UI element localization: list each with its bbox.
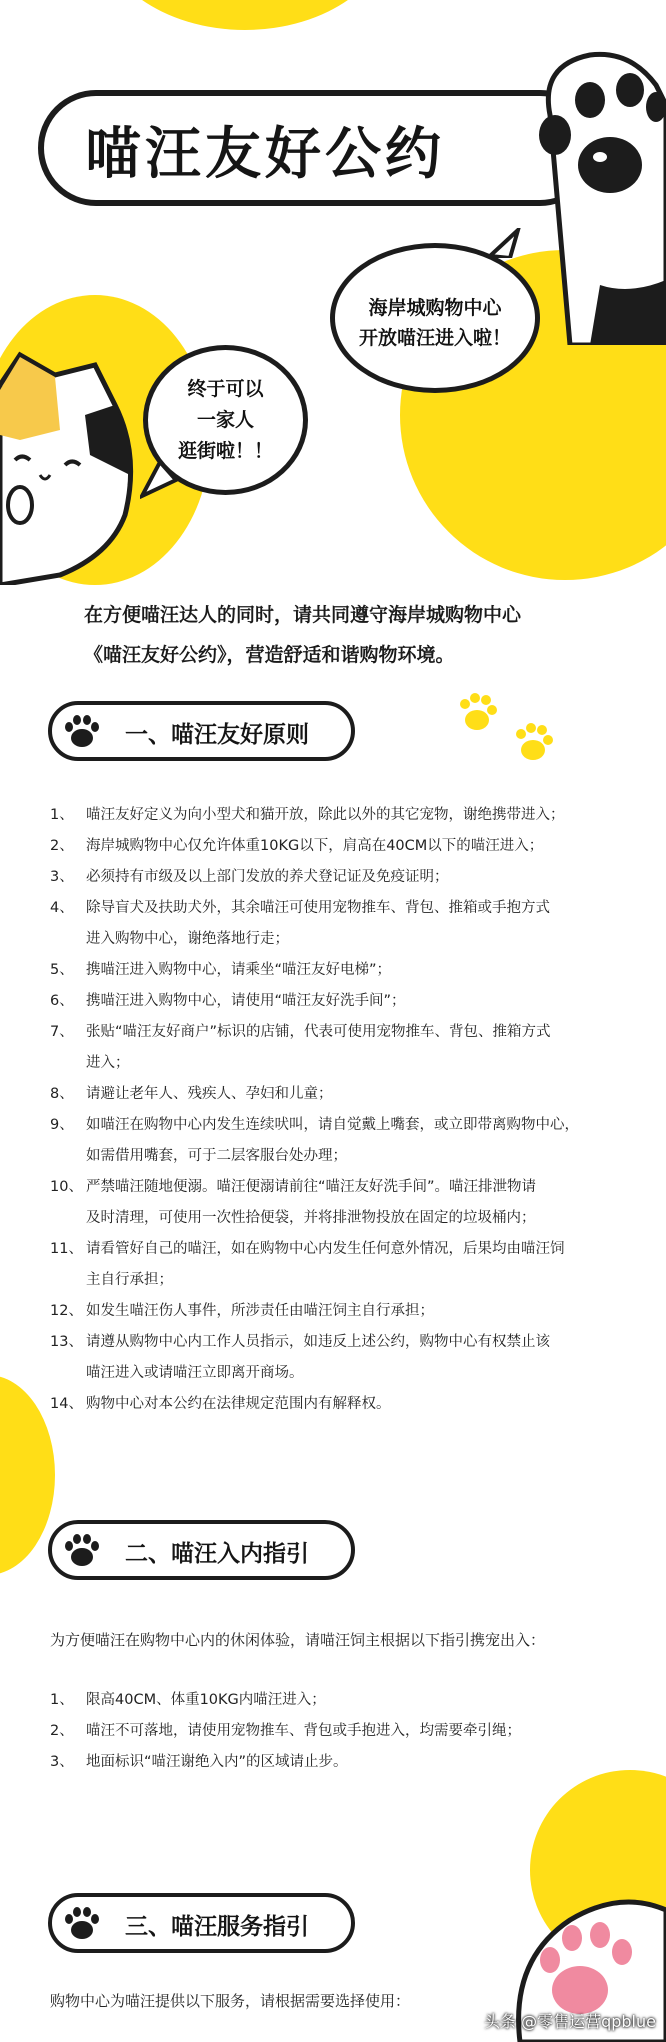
intro-line-1: 在方便喵汪达人的同时，请共同遵守海岸城购物中心 bbox=[84, 604, 522, 626]
yellow-paws-icon bbox=[455, 690, 565, 770]
list-item: 12、 如发生喵汪伤人事件，所涉责任由喵汪饲主自行承担； bbox=[50, 1303, 434, 1319]
left-mid-blob bbox=[0, 1375, 55, 1575]
list-item: 10、 严禁喵汪随地便溺。喵汪便溺请前往“喵汪友好洗手间”。喵汪排泄物请 及时清理，可使用一次性拾便袋，并将排泄物投放在固定的垃圾桶内； bbox=[50, 1179, 537, 1226]
list-item: 6、 携喵汪进入购物中心，请使用“喵汪友好洗手间”； bbox=[50, 993, 406, 1009]
section3-intro: 购物中心为喵汪提供以下服务，请根据需要选择使用： bbox=[50, 1992, 411, 2010]
paw-icon bbox=[62, 1903, 102, 1943]
list-item: 9、 如喵汪在购物中心内发生连续吠叫，请自觉戴上嘴套，或立即带离购物中心， 如需借用嘴套，可于二层客服台处办理； bbox=[50, 1117, 579, 1164]
paw-icon bbox=[62, 711, 102, 751]
section1-title: 一、喵汪友好原则 bbox=[125, 722, 309, 748]
bubble-right-line1: 海岸城购物中心 bbox=[368, 297, 502, 319]
list-item: 4、 除导盲犬及扶助犬外，其余喵汪可使用宠物推车、背包、推箱或手抱方式 进入购物中心，谢绝落地行走； bbox=[50, 900, 550, 947]
section3-title: 三、喵汪服务指引 bbox=[125, 1914, 309, 1940]
list-item: 13、 请遵从购物中心内工作人员指示，如违反上述公约，购物中心有权禁止该 喵汪进入或请喵汪立即离开商场。 bbox=[50, 1334, 550, 1381]
rules-list bbox=[50, 800, 640, 1420]
list-item: 5、 携喵汪进入购物中心，请乘坐“喵汪友好电梯”； bbox=[50, 962, 392, 978]
bubble-tail-left bbox=[140, 460, 180, 500]
bubble-left-line3: 逛街啦！！ bbox=[177, 440, 273, 462]
list-item: 1、 喵汪友好定义为向小型犬和猫开放，除此以外的其它宠物，谢绝携带进入； bbox=[50, 807, 565, 823]
top-yellow-blob bbox=[95, 0, 395, 30]
cat-face-illustration bbox=[0, 345, 145, 585]
bubble-right-line2: 开放喵汪进入啦！ bbox=[358, 327, 511, 349]
list-item: 3、 必须持有市级及以上部门发放的养犬登记证及免疫证明； bbox=[50, 869, 449, 885]
bubble-tail-right bbox=[488, 228, 528, 258]
speech-bubble-right bbox=[330, 243, 540, 393]
guide-list bbox=[50, 1685, 640, 1778]
section2-title: 二、喵汪入内指引 bbox=[125, 1541, 309, 1567]
intro-line-2: 《喵汪友好公约》，营造舒适和谐购物环境。 bbox=[84, 644, 455, 666]
list-item: 3、 地面标识“喵汪谢绝入内”的区域请止步。 bbox=[50, 1754, 348, 1770]
list-item: 7、 张贴“喵汪友好商户”标识的店铺，代表可使用宠物推车、背包、推箱方式 进入； bbox=[50, 1024, 551, 1071]
watermark: 头条 @零售运营qpblue bbox=[484, 2012, 656, 2031]
bubble-left-line2: 一家人 bbox=[196, 409, 254, 431]
paw-icon bbox=[62, 1530, 102, 1570]
list-item: 1、 限高40CM、体重10KG内喵汪进入； bbox=[50, 1692, 326, 1708]
list-item: 2、 海岸城购物中心仅允许体重10KG以下，肩高在40CM以下的喵汪进入； bbox=[50, 838, 544, 854]
page-title: 喵汪友好公约 bbox=[85, 122, 445, 187]
section2-intro: 为方便喵汪在购物中心内的休闲体验，请喵汪饲主根据以下指引携宠出入： bbox=[50, 1631, 546, 1649]
list-item: 8、 请避让老年人、残疾人、孕妇和儿童； bbox=[50, 1086, 333, 1102]
list-item: 14、 购物中心对本公约在法律规定范围内有解释权。 bbox=[50, 1396, 391, 1412]
list-item: 2、 喵汪不可落地，请使用宠物推车、背包或手抱进入，均需要牵引绳； bbox=[50, 1723, 521, 1739]
list-item: 11、 请看管好自己的喵汪，如在购物中心内发生任何意外情况，后果均由喵汪饲 主自行承担； bbox=[50, 1241, 565, 1288]
bubble-left-line1: 终于可以 bbox=[187, 378, 264, 400]
